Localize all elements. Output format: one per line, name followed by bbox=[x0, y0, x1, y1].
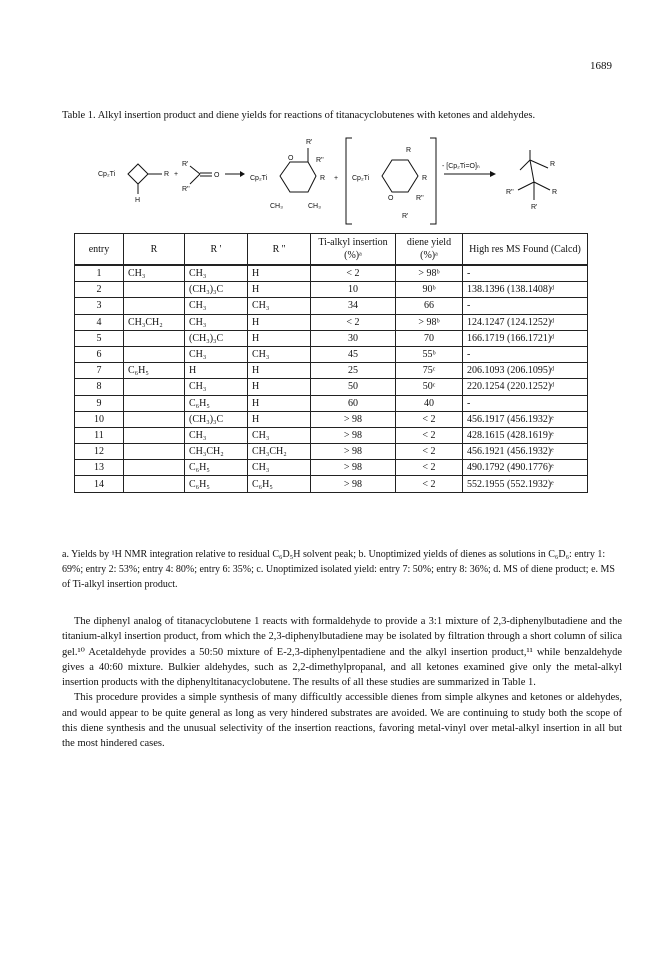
cell-diene-yield: 70 bbox=[396, 330, 463, 346]
cell-ti-alkyl: 60 bbox=[311, 395, 396, 411]
scheme-r2-carbonyl: R'' bbox=[182, 186, 190, 193]
cell-entry: 10 bbox=[75, 411, 124, 427]
scheme-r-2: R bbox=[320, 175, 326, 182]
cell-ms: 456.1921 (456.1932)ᵉ bbox=[463, 444, 588, 460]
scheme-r-3a: R bbox=[406, 147, 412, 154]
cell-r2: H bbox=[248, 282, 311, 298]
cell-r2: CH₃ bbox=[248, 427, 311, 443]
body-text bbox=[62, 614, 622, 752]
cell-ti-alkyl: > 98 bbox=[311, 411, 396, 427]
cell-ti-alkyl: 34 bbox=[311, 298, 396, 314]
scheme-reagent: - [Cp₂Ti=O]ₙ bbox=[442, 163, 480, 170]
cell-diene-yield: < 2 bbox=[396, 476, 463, 492]
cell-entry: 12 bbox=[75, 444, 124, 460]
cell-r2: CH₃CH₂ bbox=[248, 444, 311, 460]
table-row bbox=[75, 427, 588, 443]
cell-r bbox=[124, 379, 185, 395]
cell-entry: 8 bbox=[75, 379, 124, 395]
cell-diene-yield: < 2 bbox=[396, 460, 463, 476]
scheme-r-4a: R bbox=[550, 161, 556, 168]
scheme-r1-carbonyl: R' bbox=[182, 161, 189, 168]
cell-ti-alkyl: < 2 bbox=[311, 265, 396, 282]
cell-ms: 124.1247 (124.1252)ᵈ bbox=[463, 314, 588, 330]
ring-expanded-intermediate bbox=[250, 139, 325, 210]
cell-diene-yield: > 98ᵇ bbox=[396, 265, 463, 282]
scheme-r2-4: R'' bbox=[506, 189, 514, 196]
cell-entry: 3 bbox=[75, 298, 124, 314]
cell-r2: CH₃ bbox=[248, 460, 311, 476]
cell-r bbox=[124, 330, 185, 346]
header-ti-alkyl: Ti-alkyl insertion (%)ᵃ bbox=[311, 234, 396, 266]
cell-r1: C₆H₅ bbox=[185, 460, 248, 476]
cell-entry: 14 bbox=[75, 476, 124, 492]
cell-r bbox=[124, 282, 185, 298]
header-r: R bbox=[124, 234, 185, 266]
body-paragraph-2: This procedure provides a simple synthesis of many difficultly accessible dienes from simple alkynes and ketones or aldehydes, and would appear to be quite general as long as very hindered substrates are avoided. We are continuing to study both the scope of this diene synthesis and the unusual selectivity of the insertion reactions, favoring metal-vinyl over metal-alkyl insertion in all but the most hindered cases. bbox=[62, 692, 622, 750]
table-row bbox=[75, 395, 588, 411]
scheme-cp2ti-3: Cp₂Ti bbox=[352, 175, 370, 182]
cell-entry: 7 bbox=[75, 363, 124, 379]
cell-entry: 4 bbox=[75, 314, 124, 330]
cell-ms: 456.1917 (456.1932)ᵉ bbox=[463, 411, 588, 427]
cell-r bbox=[124, 460, 185, 476]
cell-r2: H bbox=[248, 314, 311, 330]
cell-diene-yield: < 2 bbox=[396, 444, 463, 460]
cell-entry: 9 bbox=[75, 395, 124, 411]
scheme-cp2ti-1: Cp₂Ti bbox=[98, 171, 116, 178]
table-row bbox=[75, 411, 588, 427]
header-r1: R ' bbox=[185, 234, 248, 266]
cell-r1: CH₃CH₂ bbox=[185, 444, 248, 460]
cell-ms: 138.1396 (138.1408)ᵈ bbox=[463, 282, 588, 298]
cell-r1: CH₃ bbox=[185, 314, 248, 330]
scheme-r-1: R bbox=[164, 171, 170, 178]
cell-ti-alkyl: < 2 bbox=[311, 314, 396, 330]
cell-r2: H bbox=[248, 411, 311, 427]
scheme-plus-2: + bbox=[334, 175, 339, 182]
cell-ms: 206.1093 (206.1095)ᵈ bbox=[463, 363, 588, 379]
cell-r bbox=[124, 476, 185, 492]
cell-r2: H bbox=[248, 395, 311, 411]
table-row bbox=[75, 444, 588, 460]
cell-ti-alkyl: > 98 bbox=[311, 460, 396, 476]
scheme-r-3b: R bbox=[422, 175, 428, 182]
cell-r: CH₃ bbox=[124, 265, 185, 282]
cell-ms: 552.1955 (552.1932)ᵉ bbox=[463, 476, 588, 492]
scheme-r1-2: R' bbox=[306, 139, 313, 146]
table-row bbox=[75, 476, 588, 492]
titanacyclobutene-structure bbox=[98, 164, 169, 204]
footnotes: a. Yields by ¹H NMR integration relative to residual C₆D₅H solvent peak; b. Unoptimized yields of dienes as solutions in C₆D₆: entry 1: 69%; entry 2: 53%; entry 4: 80%; entry 6: 35%; c. Unoptimized isolated yield: entry 7: 50%; entry 8: 36%; d. MS of diene product; e. MS of Ti-alkyl insertion product. bbox=[62, 549, 615, 590]
cell-diene-yield: 75ᶜ bbox=[396, 363, 463, 379]
cell-ti-alkyl: 45 bbox=[311, 346, 396, 362]
scheme-r2-3: R'' bbox=[416, 195, 424, 202]
cell-diene-yield: > 98ᵇ bbox=[396, 314, 463, 330]
cell-diene-yield: 90ᵇ bbox=[396, 282, 463, 298]
cell-ms: 166.1719 (166.1721)ᵈ bbox=[463, 330, 588, 346]
cell-r: CH₃CH₂ bbox=[124, 314, 185, 330]
cell-entry: 6 bbox=[75, 346, 124, 362]
header-entry: entry bbox=[75, 234, 124, 266]
cell-r1: CH₃ bbox=[185, 265, 248, 282]
cell-r bbox=[124, 346, 185, 362]
cell-ms: 220.1254 (220.1252)ᵈ bbox=[463, 379, 588, 395]
cell-ti-alkyl: 50 bbox=[311, 379, 396, 395]
table-row bbox=[75, 346, 588, 362]
scheme-o-3: O bbox=[388, 195, 394, 202]
cell-r bbox=[124, 298, 185, 314]
cell-ms: - bbox=[463, 395, 588, 411]
table-header-row bbox=[75, 234, 588, 266]
header-diene-yield: diene yield (%)ᵃ bbox=[396, 234, 463, 266]
table-row bbox=[75, 298, 588, 314]
cell-r: C₆H₅ bbox=[124, 363, 185, 379]
cell-diene-yield: 55ᵇ bbox=[396, 346, 463, 362]
cell-ti-alkyl: > 98 bbox=[311, 476, 396, 492]
carbonyl-structure bbox=[182, 161, 220, 193]
results-table bbox=[74, 233, 588, 493]
cell-r1: (CH₃)₃C bbox=[185, 411, 248, 427]
cell-r1: CH₃ bbox=[185, 427, 248, 443]
cell-r1: H bbox=[185, 363, 248, 379]
page-number: 1689 bbox=[590, 60, 612, 72]
cell-ti-alkyl: > 98 bbox=[311, 427, 396, 443]
cell-diene-yield: 50ᶜ bbox=[396, 379, 463, 395]
cell-r2: H bbox=[248, 379, 311, 395]
table-caption: Table 1. Alkyl insertion product and diene yields for reactions of titanacyclobutenes with ketones and aldehydes. bbox=[62, 110, 536, 121]
cell-r2: C₆H₅ bbox=[248, 476, 311, 492]
cell-r2: H bbox=[248, 265, 311, 282]
cell-r bbox=[124, 395, 185, 411]
cell-r1: C₆H₅ bbox=[185, 476, 248, 492]
cell-r1: CH₃ bbox=[185, 379, 248, 395]
scheme-cp2ti-2: Cp₂Ti bbox=[250, 175, 268, 182]
cell-r2: CH₃ bbox=[248, 346, 311, 362]
scheme-ch3-2b: CH₃ bbox=[308, 203, 321, 210]
cell-r1: (CH₃)₃C bbox=[185, 330, 248, 346]
cell-r2: H bbox=[248, 330, 311, 346]
scheme-plus-1: + bbox=[174, 171, 179, 178]
scheme-h-1: H bbox=[135, 197, 141, 204]
scheme-o-2: O bbox=[288, 155, 294, 162]
table-row bbox=[75, 330, 588, 346]
table-row bbox=[75, 265, 588, 282]
table-row bbox=[75, 314, 588, 330]
cell-ti-alkyl: > 98 bbox=[311, 444, 396, 460]
table-body bbox=[75, 265, 588, 492]
table-row bbox=[75, 379, 588, 395]
cell-ti-alkyl: 25 bbox=[311, 363, 396, 379]
cell-ms: - bbox=[463, 346, 588, 362]
header-ms: High res MS Found (Calcd) bbox=[463, 234, 588, 266]
header-r2: R '' bbox=[248, 234, 311, 266]
cell-ms: - bbox=[463, 265, 588, 282]
cell-r2: H bbox=[248, 363, 311, 379]
cell-entry: 11 bbox=[75, 427, 124, 443]
cell-r bbox=[124, 411, 185, 427]
cell-diene-yield: 66 bbox=[396, 298, 463, 314]
cell-ms: 428.1615 (428.1619)ᵉ bbox=[463, 427, 588, 443]
table-row bbox=[75, 282, 588, 298]
alkyl-insertion-product bbox=[346, 138, 436, 224]
cell-ti-alkyl: 10 bbox=[311, 282, 396, 298]
cell-entry: 5 bbox=[75, 330, 124, 346]
table-row bbox=[75, 460, 588, 476]
cell-r bbox=[124, 444, 185, 460]
scheme-r2-2: R'' bbox=[316, 157, 324, 164]
cell-diene-yield: < 2 bbox=[396, 411, 463, 427]
cell-entry: 1 bbox=[75, 265, 124, 282]
cell-r bbox=[124, 427, 185, 443]
cell-diene-yield: 40 bbox=[396, 395, 463, 411]
cell-diene-yield: < 2 bbox=[396, 427, 463, 443]
cell-entry: 2 bbox=[75, 282, 124, 298]
scheme-r1-4: R' bbox=[531, 204, 538, 211]
cell-r1: CH₃ bbox=[185, 298, 248, 314]
scheme-ch3-2a: CH₃ bbox=[270, 203, 283, 210]
cell-entry: 13 bbox=[75, 460, 124, 476]
scheme-o-carbonyl: O bbox=[214, 172, 220, 179]
cell-r1: C₆H₅ bbox=[185, 395, 248, 411]
body-paragraph-1: The diphenyl analog of titanacyclobutene 1 reacts with formaldehyde to provide a 3:1 mixture of 2,3-diphenylbutadiene and the titanium-alkyl insertion product, from which the 2,3-diphenylbutadiene may be isolated by filtration through a short column of silica gel.¹⁰ Acetaldehyde provides a 50:50 mixture of E-2,3-diphenylpentadiene and the alkyl insertion product,¹¹ while benzaldehyde gives a 40:60 mixture. Bulkier aldehydes, such as 2,2-dimethylpropanal, and all ketones examined give only the metal-alkyl insertion products with the diphenyltitanacyclobutene. The results of all these studies are summarized in Table 1. bbox=[62, 616, 622, 689]
cell-r1: CH₃ bbox=[185, 346, 248, 362]
cell-ms: - bbox=[463, 298, 588, 314]
cell-r1: (CH₃)₃C bbox=[185, 282, 248, 298]
table-row bbox=[75, 363, 588, 379]
reaction-scheme bbox=[90, 136, 620, 236]
cell-ms: 490.1792 (490.1776)ᵉ bbox=[463, 460, 588, 476]
cell-r2: CH₃ bbox=[248, 298, 311, 314]
scheme-r-4b: R bbox=[552, 189, 558, 196]
cell-ti-alkyl: 30 bbox=[311, 330, 396, 346]
diene-product bbox=[506, 150, 557, 211]
scheme-r1-3: R' bbox=[402, 213, 409, 220]
